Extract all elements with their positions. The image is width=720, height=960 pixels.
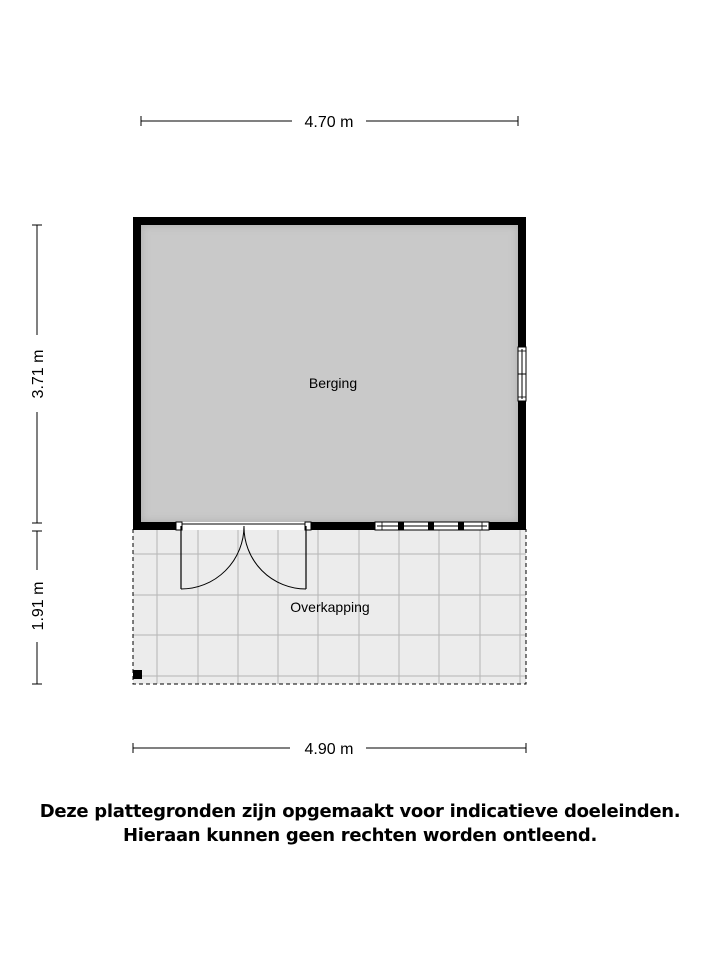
disclaimer-line-1: Deze plattegronden zijn opgemaakt voor indicatieve doeleinden.	[39, 801, 681, 822]
dimension-left-lower-label: 1.91 m	[30, 581, 47, 631]
dimension-left-upper	[30, 225, 47, 523]
dimension-left-upper-label: 3.71 m	[30, 349, 47, 399]
dimension-top	[141, 114, 518, 131]
room-label-overkapping: Overkapping	[290, 599, 370, 615]
room-berging	[137, 221, 522, 526]
dimension-bottom	[133, 741, 526, 758]
window-right	[518, 347, 526, 401]
dimension-left-lower	[30, 531, 47, 684]
disclaimer-line-2: Hieraan kunnen geen rechten worden ontleend.	[123, 825, 597, 846]
dimension-top-label: 4.70 m	[304, 114, 354, 131]
room-label-berging: Berging	[308, 375, 358, 391]
window-bottom	[375, 522, 489, 530]
dimension-bottom-label: 4.90 m	[304, 741, 354, 758]
terrace-overkapping	[133, 529, 526, 684]
column-post	[133, 670, 142, 679]
